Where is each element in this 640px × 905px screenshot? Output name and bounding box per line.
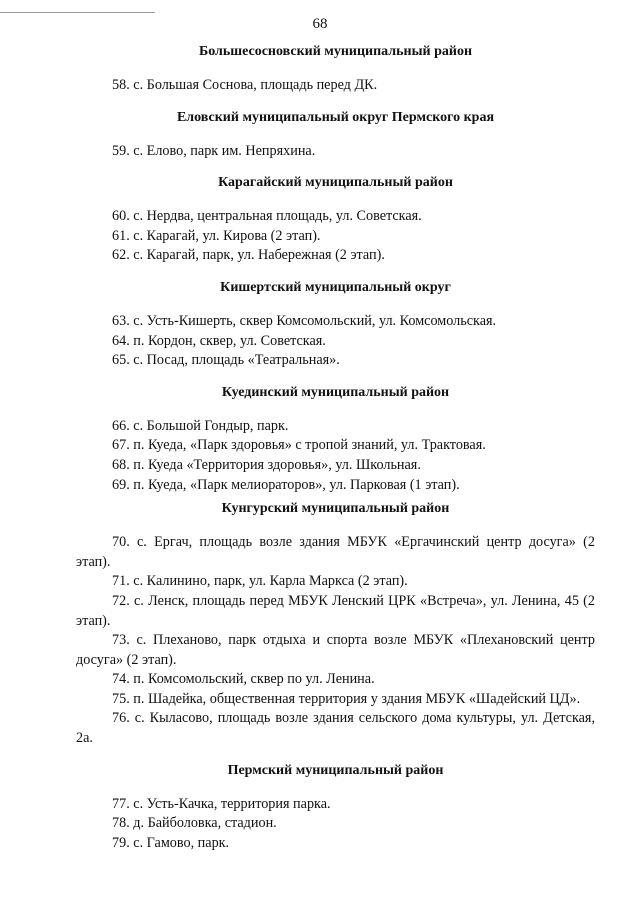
section-heading: Еловский муниципальный округ Пермского края — [176, 109, 495, 125]
section-karagaysky — [76, 173, 595, 266]
list-item: 77. с. Усть-Качка, территория парка. — [112, 795, 331, 812]
list-item: 59. с. Елово, парк им. Непряхина. — [112, 142, 316, 159]
section-kuedinsky — [76, 383, 595, 495]
section-heading: Карагайский муниципальный район — [218, 175, 453, 191]
document-body — [76, 42, 595, 853]
list-item: 66. с. Большой Гондыр, парк. — [112, 417, 289, 434]
list-item: 65. с. Посад, площадь «Театральная». — [112, 352, 340, 369]
section-kishertsky — [76, 278, 595, 371]
list-item: 69. п. Куеда, «Парк мелиораторов», ул. Парковая (1 этап). — [112, 476, 460, 493]
section-kungursky — [76, 499, 595, 749]
list-item: 76. с. Кыласово, площадь возле здания сельского дома культуры, ул. Детская, 2а. — [76, 710, 595, 747]
list-item: 67. п. Куеда, «Парк здоровья» с тропой знаний, ул. Трактовая. — [112, 437, 486, 454]
list-item: 60. с. Нердва, центральная площадь, ул. Советская. — [112, 208, 422, 225]
list-item: 63. с. Усть-Кишерть, сквер Комсомольский, ул. Комсомольская. — [112, 312, 497, 329]
list-item: 78. д. Байболовка, стадион. — [112, 815, 277, 832]
list-item: 71. с. Калинино, парк, ул. Карла Маркса (2 этап). — [112, 573, 408, 590]
list-item: 70. с. Ергач, площадь возле здания МБУК «Ергачинский центр досуга» (2 этап). — [76, 534, 595, 570]
scan-artifact-line — [0, 12, 155, 13]
section-heading: Большесосновский муниципальный район — [198, 44, 473, 59]
section-elovsky — [76, 108, 595, 162]
list-item: 75. п. Шадейка, общественная территория у здания МБУК «Шадейский ЦД». — [112, 690, 581, 707]
list-item: 72. с. Ленск, площадь перед МБУК Ленский ЦРК «Встреча», ул. Ленина, 45 (2 этап). — [76, 592, 595, 629]
list-item: 62. с. Карагай, парк, ул. Набережная (2 этап). — [112, 247, 385, 264]
list-item: 58. с. Большая Соснова, площадь перед ДК. — [112, 77, 378, 93]
list-item: 64. п. Кордон, сквер, ул. Советская. — [112, 332, 326, 349]
section-permsky — [76, 761, 595, 854]
section-heading: Пермский муниципальный район — [227, 762, 444, 778]
section-heading: Куединский муниципальный район — [221, 384, 450, 400]
page-number: 68 — [312, 16, 328, 32]
list-item: 68. п. Куеда «Территория здоровья», ул. Школьная. — [112, 456, 421, 473]
list-item: 61. с. Карагай, ул. Кирова (2 этап). — [112, 227, 321, 244]
section-heading: Кунгурский муниципальный район — [221, 501, 450, 517]
section-bolshesosnovsky — [76, 42, 595, 96]
list-item: 74. п. Комсомольский, сквер по ул. Ленина. — [112, 671, 375, 688]
list-item: 79. с. Гамово, парк. — [112, 834, 230, 851]
list-item: 73. с. Плеханово, парк отдыха и спорта возле МБУК «Плехановский центр досуга» (2 этап). — [76, 632, 595, 668]
section-heading: Кишертский муниципальный округ — [220, 279, 451, 295]
